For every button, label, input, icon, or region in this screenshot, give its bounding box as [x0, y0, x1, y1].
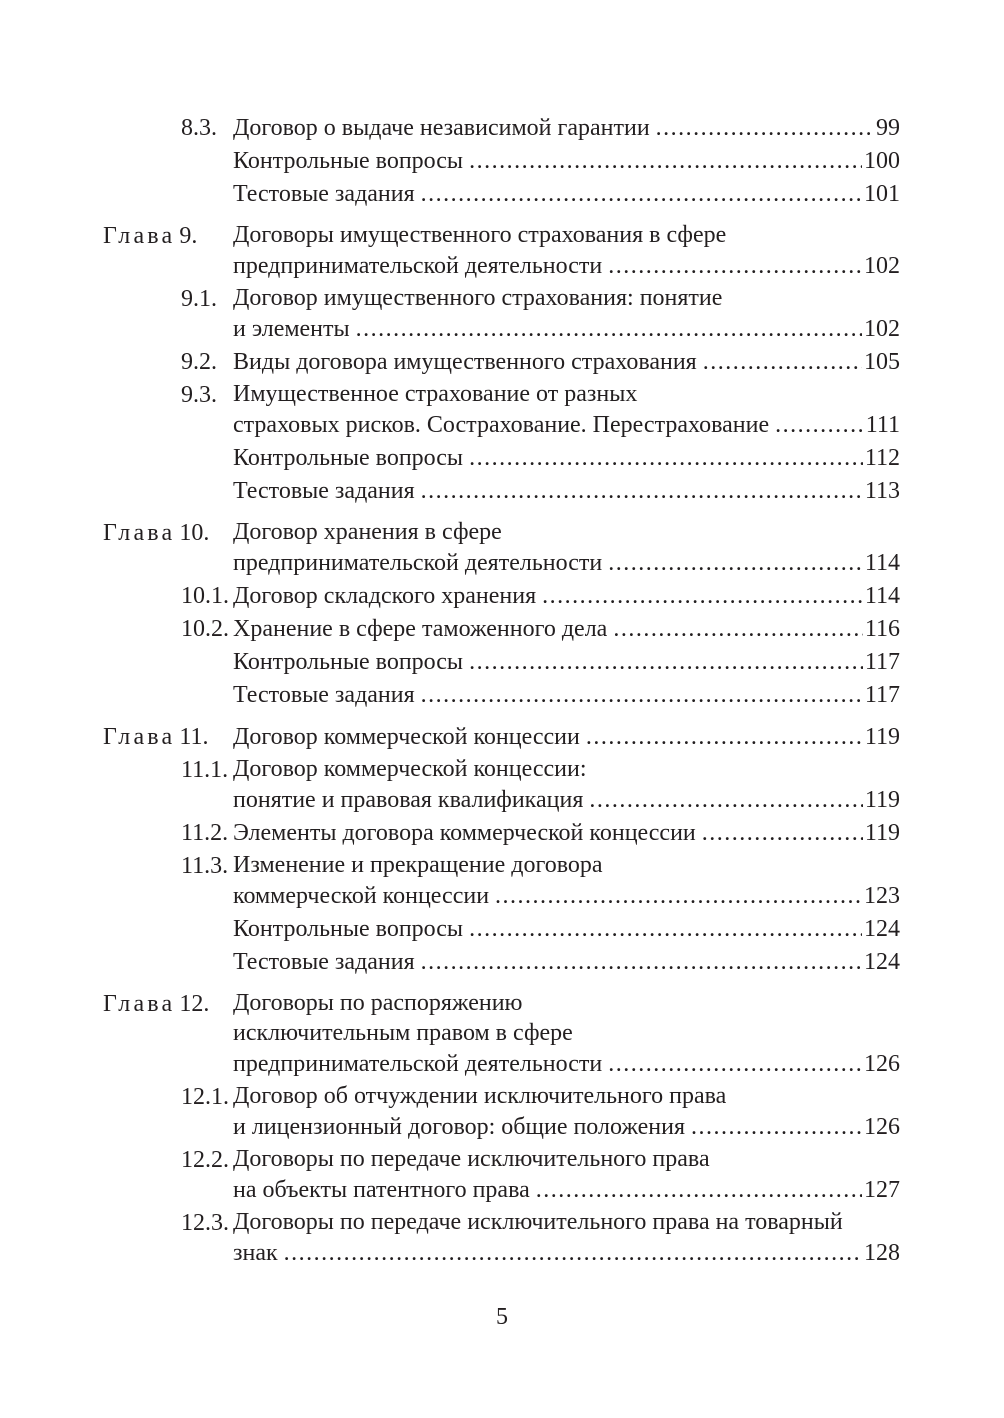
- toc-title-line: Договор коммерческой концессии: [233, 724, 580, 750]
- toc-entry[interactable]: [103, 679, 900, 712]
- toc-entry[interactable]: [103, 379, 900, 442]
- section-number: [103, 283, 233, 346]
- table-of-contents: [103, 112, 900, 1279]
- dot-leader: [421, 178, 862, 211]
- section-num-value: 10.1.: [181, 583, 229, 609]
- section-number: [103, 754, 233, 817]
- toc-title-last-line: [233, 679, 900, 712]
- toc-entry-title: [233, 1144, 900, 1207]
- dot-leader: [469, 442, 863, 475]
- section-number: [103, 913, 233, 946]
- chapter-number: [103, 220, 233, 283]
- toc-title-line: Имущественное страхование от разных: [233, 381, 638, 407]
- toc-entry-title: [233, 346, 900, 379]
- toc-title-line: Договор хранения в сфере: [233, 519, 502, 545]
- toc-title-last-line: [233, 409, 900, 442]
- toc-entry-title: [233, 754, 900, 817]
- toc-entry-title: [233, 475, 900, 508]
- dot-leader: [703, 346, 862, 379]
- toc-entry[interactable]: [103, 613, 900, 646]
- section-number: [103, 1207, 233, 1270]
- toc-title-last-line: [233, 1237, 900, 1270]
- page-ref: 113: [864, 478, 900, 504]
- dot-leader: [469, 913, 862, 946]
- page-ref: 105: [864, 349, 900, 375]
- page-ref: 117: [864, 682, 900, 708]
- toc-title-line: Договор складского хранения: [233, 583, 537, 609]
- page-ref: 111: [865, 412, 900, 438]
- dot-leader: [421, 475, 863, 508]
- page-ref: 99: [876, 115, 900, 141]
- section-number: [103, 442, 233, 475]
- toc-title-last-line: [233, 646, 900, 679]
- toc-title-line: Контрольные вопросы: [233, 445, 464, 471]
- toc-entry[interactable]: [103, 283, 900, 346]
- toc-title-line: коммерческой концессии: [233, 883, 490, 909]
- toc-title-line: Договоры по передаче исключительного права: [233, 1146, 710, 1172]
- chapter-label: Глава: [103, 520, 176, 546]
- toc-title-line: Контрольные вопросы: [233, 649, 464, 675]
- toc-group: [103, 517, 900, 712]
- toc-entry[interactable]: [103, 817, 900, 850]
- section-number: [103, 379, 233, 442]
- page-ref: 100: [864, 148, 900, 174]
- toc-title-last-line: [233, 1174, 900, 1207]
- dot-leader: [542, 580, 863, 613]
- toc-group: [103, 220, 900, 508]
- toc-title-line: исключительным правом в сфере: [233, 1020, 573, 1046]
- section-number: [103, 346, 233, 379]
- toc-entry[interactable]: [103, 442, 900, 475]
- section-num-value: 11.3.: [181, 853, 229, 879]
- toc-title-last-line: [233, 346, 900, 379]
- toc-entry-title: [233, 1081, 900, 1144]
- toc-entry-title: [233, 721, 900, 754]
- dot-leader: [356, 313, 862, 346]
- toc-entry-title: [233, 946, 900, 979]
- page-number: 5: [496, 1304, 508, 1330]
- toc-title-line: Элементы договора коммерческой концессии: [233, 820, 696, 846]
- toc-entry[interactable]: [103, 178, 900, 211]
- dot-leader: [702, 817, 863, 850]
- dot-leader: [691, 1111, 862, 1144]
- toc-title-last-line: [233, 250, 900, 283]
- section-num-value: 8.3.: [181, 115, 217, 141]
- section-number: [103, 1144, 233, 1207]
- dot-leader: [421, 946, 862, 979]
- toc-title-line: на объекты патентного права: [233, 1177, 530, 1203]
- toc-entry[interactable]: [103, 754, 900, 817]
- chapter-label: Глава: [103, 991, 176, 1017]
- toc-entry-title: [233, 613, 900, 646]
- chapter-label: Глава: [103, 223, 176, 249]
- toc-title-last-line: [233, 1048, 900, 1081]
- toc-title-line: знак: [233, 1240, 278, 1266]
- section-number: [103, 580, 233, 613]
- toc-entry-title: [233, 988, 900, 1081]
- toc-entry[interactable]: [103, 913, 900, 946]
- section-num-value: 9.1.: [181, 286, 217, 312]
- section-num-value: 10.2.: [181, 616, 229, 642]
- dot-leader: [775, 409, 864, 442]
- toc-entry[interactable]: [103, 475, 900, 508]
- page-ref: 124: [864, 916, 900, 942]
- toc-title-last-line: [233, 580, 900, 613]
- chapter-num-value: 10.: [179, 520, 210, 546]
- page-ref: 119: [864, 724, 900, 750]
- dot-leader: [589, 784, 863, 817]
- toc-group: [103, 112, 900, 211]
- toc-title-last-line: [233, 913, 900, 946]
- toc-chapter-entry[interactable]: [103, 721, 900, 754]
- toc-title-last-line: [233, 817, 900, 850]
- page-ref: 102: [864, 316, 900, 342]
- toc-entry-title: [233, 112, 900, 145]
- dot-leader: [469, 145, 862, 178]
- section-number: [103, 679, 233, 712]
- toc-entry[interactable]: [103, 1081, 900, 1144]
- toc-title-last-line: [233, 547, 900, 580]
- toc-title-last-line: [233, 880, 900, 913]
- toc-group: [103, 721, 900, 979]
- chapter-number: [103, 517, 233, 580]
- toc-entry-title: [233, 913, 900, 946]
- toc-title-line: Тестовые задания: [233, 478, 415, 504]
- section-number: [103, 946, 233, 979]
- toc-title-line: Договоры по распоряжению: [233, 990, 523, 1016]
- toc-title-last-line: [233, 112, 900, 145]
- dot-leader: [656, 112, 874, 145]
- toc-title-line: страховых рисков. Сострахование. Перестрахование: [233, 412, 770, 438]
- page-ref: 126: [864, 1114, 900, 1140]
- toc-title-last-line: [233, 178, 900, 211]
- toc-entry[interactable]: [103, 580, 900, 613]
- toc-title-line: Договор о выдаче независимой гарантии: [233, 115, 650, 141]
- toc-title-line: предпринимательской деятельности: [233, 550, 603, 576]
- toc-title-line: Договоры по передаче исключительного права на товарный: [233, 1209, 843, 1235]
- page-ref: 117: [864, 649, 900, 675]
- section-num-value: 11.1.: [181, 757, 229, 783]
- dot-leader: [536, 1174, 862, 1207]
- toc-entry[interactable]: [103, 646, 900, 679]
- toc-entry-title: [233, 817, 900, 850]
- page-ref: 124: [864, 949, 900, 975]
- toc-title-line: предпринимательской деятельности: [233, 1051, 603, 1077]
- section-number: [103, 112, 233, 145]
- toc-title-line: Договор имущественного страхования: понятие: [233, 285, 723, 311]
- page-ref: 101: [864, 181, 900, 207]
- toc-title-line: Договор об отчуждении исключительного права: [233, 1083, 727, 1109]
- section-num-value: 9.2.: [181, 349, 217, 375]
- toc-entry-title: [233, 1207, 900, 1270]
- section-number: [103, 850, 233, 913]
- dot-leader: [608, 547, 863, 580]
- dot-leader: [284, 1237, 862, 1270]
- page-ref: 123: [864, 883, 900, 909]
- toc-entry-title: [233, 580, 900, 613]
- toc-title-line: Договор коммерческой концессии:: [233, 756, 587, 782]
- toc-entry[interactable]: [103, 1144, 900, 1207]
- toc-chapter-entry[interactable]: [103, 517, 900, 580]
- page-ref: 114: [864, 550, 900, 576]
- toc-entry[interactable]: [103, 850, 900, 913]
- toc-title-line: Контрольные вопросы: [233, 148, 464, 174]
- section-number: [103, 178, 233, 211]
- dot-leader: [608, 250, 862, 283]
- toc-title-last-line: [233, 946, 900, 979]
- dot-leader: [469, 646, 863, 679]
- toc-entry-title: [233, 178, 900, 211]
- page-ref: 114: [864, 583, 900, 609]
- chapter-num-value: 11.: [179, 724, 209, 750]
- dot-leader: [608, 1048, 862, 1081]
- chapter-number: [103, 988, 233, 1081]
- toc-title-line: Виды договора имущественного страхования: [233, 349, 697, 375]
- toc-entry-title: [233, 283, 900, 346]
- section-number: [103, 613, 233, 646]
- toc-entry-title: [233, 646, 900, 679]
- chapter-label: Глава: [103, 724, 176, 750]
- toc-entry[interactable]: [103, 145, 900, 178]
- page-ref: 119: [864, 820, 900, 846]
- dot-leader: [495, 880, 862, 913]
- toc-title-last-line: [233, 1111, 900, 1144]
- section-number: [103, 817, 233, 850]
- section-num-value: 11.2.: [181, 820, 229, 846]
- page-ref: 102: [864, 253, 900, 279]
- toc-title-last-line: [233, 145, 900, 178]
- page-ref: 127: [864, 1177, 900, 1203]
- toc-entry-title: [233, 220, 900, 283]
- toc-entry[interactable]: [103, 1207, 900, 1270]
- page-ref: 128: [864, 1240, 900, 1266]
- section-number: [103, 475, 233, 508]
- toc-entry-title: [233, 145, 900, 178]
- section-num-value: 12.2.: [181, 1147, 229, 1173]
- toc-entry-title: [233, 679, 900, 712]
- toc-title-line: и лицензионный договор: общие положения: [233, 1114, 686, 1140]
- toc-title-line: Контрольные вопросы: [233, 916, 464, 942]
- toc-entry-title: [233, 517, 900, 580]
- toc-title-line: Договоры имущественного страхования в сфере: [233, 222, 727, 248]
- toc-title-last-line: [233, 784, 900, 817]
- page-ref: 126: [864, 1051, 900, 1077]
- toc-title-line: предпринимательской деятельности: [233, 253, 603, 279]
- toc-title-last-line: [233, 475, 900, 508]
- toc-title-line: и элементы: [233, 316, 350, 342]
- toc-entry[interactable]: [103, 112, 900, 145]
- toc-entry-title: [233, 442, 900, 475]
- section-num-value: 12.3.: [181, 1210, 229, 1236]
- toc-entry-title: [233, 379, 900, 442]
- dot-leader: [613, 613, 863, 646]
- toc-group: [103, 988, 900, 1270]
- section-num-value: 9.3.: [181, 382, 217, 408]
- section-number: [103, 145, 233, 178]
- section-number: [103, 1081, 233, 1144]
- toc-title-last-line: [233, 613, 900, 646]
- section-number: [103, 646, 233, 679]
- toc-entry-title: [233, 850, 900, 913]
- toc-chapter-entry[interactable]: [103, 988, 900, 1081]
- toc-title-line: понятие и правовая квалификация: [233, 787, 584, 813]
- toc-title-last-line: [233, 313, 900, 346]
- toc-title-last-line: [233, 442, 900, 475]
- chapter-num-value: 12.: [179, 991, 210, 1017]
- dot-leader: [586, 721, 863, 754]
- toc-title-line: Тестовые задания: [233, 949, 415, 975]
- chapter-number: [103, 721, 233, 754]
- page-ref: 112: [864, 445, 900, 471]
- toc-title-line: Хранение в сфере таможенного дела: [233, 616, 608, 642]
- page-ref: 119: [864, 787, 900, 813]
- dot-leader: [421, 679, 863, 712]
- toc-entry[interactable]: [103, 946, 900, 979]
- section-num-value: 12.1.: [181, 1084, 229, 1110]
- toc-title-last-line: [233, 721, 900, 754]
- page-ref: 116: [864, 616, 900, 642]
- toc-title-line: Тестовые задания: [233, 682, 415, 708]
- toc-chapter-entry[interactable]: [103, 220, 900, 283]
- toc-title-line: Изменение и прекращение договора: [233, 852, 603, 878]
- toc-entry[interactable]: [103, 346, 900, 379]
- chapter-num-value: 9.: [179, 223, 198, 249]
- toc-title-line: Тестовые задания: [233, 181, 415, 207]
